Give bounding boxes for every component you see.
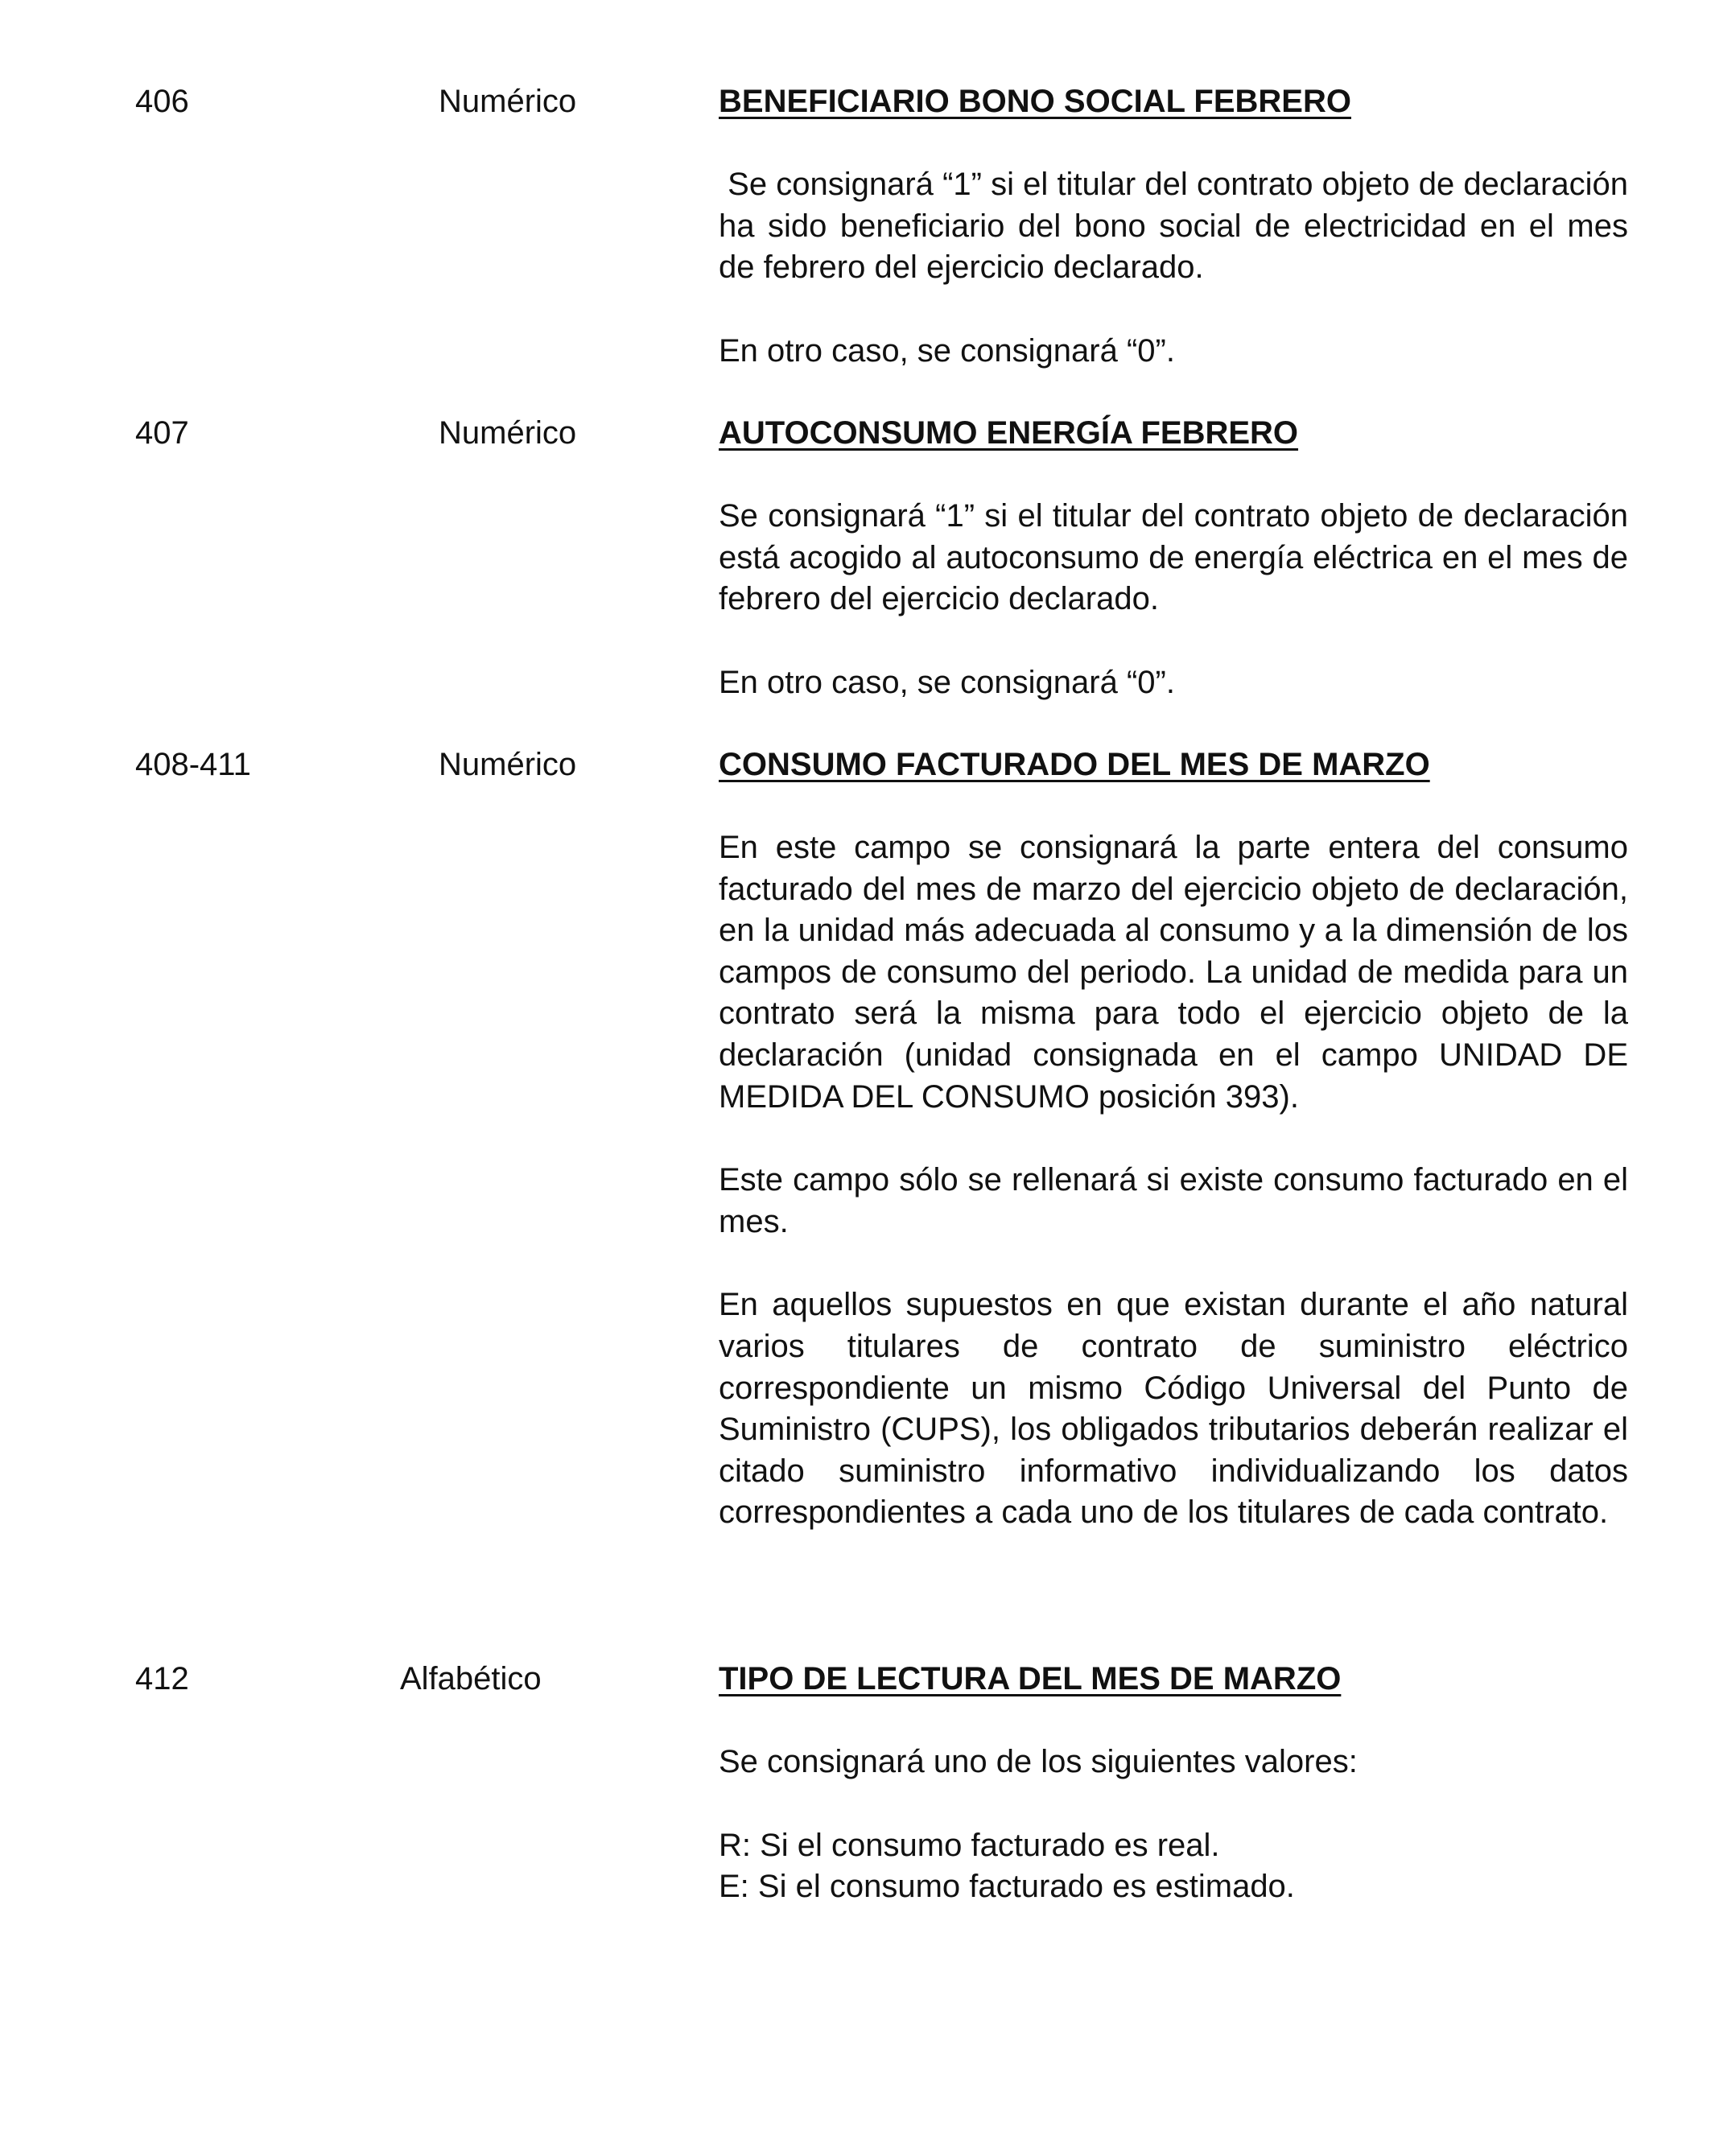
field-description xyxy=(719,412,1628,703)
field-description xyxy=(719,1658,1628,1908)
field-type: Numérico xyxy=(439,84,577,119)
field-position: 412 xyxy=(135,1661,189,1696)
field-title: AUTOCONSUMO ENERGÍA FEBRERO xyxy=(719,415,1299,451)
field-position: 407 xyxy=(135,415,189,451)
description-paragraph: En este campo se consignará la parte entera del consumo facturado del mes de marzo del ejercicio objeto de declaración, en la unidad más adecuada al consumo y a la dimensión de los campos de consumo del periodo. La unidad de medida para un contrato será la misma para todo el ejercicio objeto de la declaración (unidad consignada en el campo UNIDAD DE MEDIDA DEL CONSUMO posición 393). xyxy=(719,830,1628,1115)
description-paragraph: Se consignará “1” si el titular del contrato objeto de declaración está acogido al autoconsumo de energía eléctrica en el mes de febrero del ejercicio declarado. xyxy=(719,498,1628,617)
field-type: Numérico xyxy=(439,415,577,451)
field-407 xyxy=(0,412,1711,703)
field-type: Numérico xyxy=(439,747,577,782)
field-description xyxy=(719,744,1628,1534)
description-paragraph: Se consignará “1” si el titular del contrato objeto de declaración ha sido beneficiario del bono social de electricidad en el mes de febrero del ejercicio declarado. xyxy=(719,167,1638,286)
field-description xyxy=(719,80,1638,372)
value-list xyxy=(719,1825,1628,1908)
field-title: TIPO DE LECTURA DEL MES DE MARZO xyxy=(719,1661,1342,1696)
field-type: Alfabético xyxy=(400,1661,542,1696)
description-paragraph: Se consignará uno de los siguientes valores: xyxy=(719,1744,1358,1779)
description-paragraph: En aquellos supuestos en que existan durante el año natural varios titulares de contrato de suministro eléctrico correspondiente un mismo Código Universal del Punto de Suministro (CUPS), los obligados tributarios deberán realizar el citado suministro informativo individualizando los datos correspondientes a cada uno de los titulares de cada contrato. xyxy=(719,1287,1628,1531)
field-position: 408-411 xyxy=(135,747,251,782)
description-paragraph: En otro caso, se consignará “0”. xyxy=(719,332,1175,369)
field-title: CONSUMO FACTURADO DEL MES DE MARZO xyxy=(719,747,1430,782)
description-paragraph: En otro caso, se consignará “0”. xyxy=(719,664,1175,700)
field-406 xyxy=(0,80,1711,372)
field-412 xyxy=(0,1658,1711,1908)
value-list-item: E: Si el consumo facturado es estimado. xyxy=(719,1869,1295,1905)
field-title: BENEFICIARIO BONO SOCIAL FEBRERO xyxy=(719,84,1351,119)
value-list-item: R: Si el consumo facturado es real. xyxy=(719,1827,1220,1863)
field-position: 406 xyxy=(135,84,189,119)
field-408-411 xyxy=(0,744,1711,1534)
description-paragraph: Este campo sólo se rellenará si existe consumo facturado en el mes. xyxy=(719,1162,1628,1239)
